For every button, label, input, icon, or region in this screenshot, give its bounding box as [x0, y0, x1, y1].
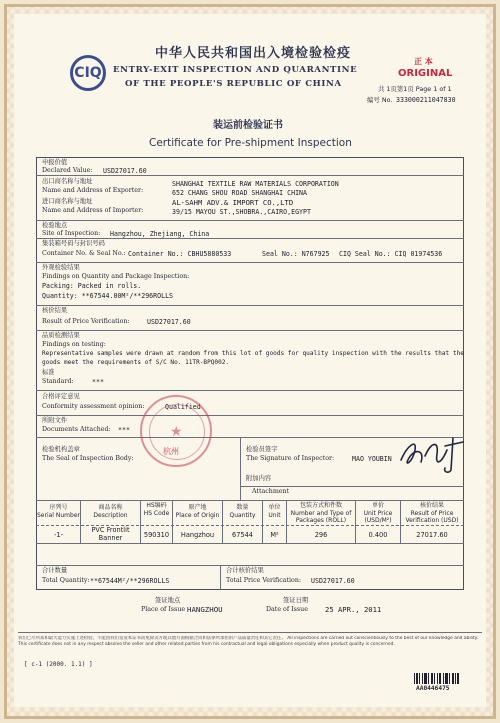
table-header-packages: 包装方式和件数 Number and Type of Packages (ROLL)	[290, 502, 352, 524]
exporter-name: SHANGHAI TEXTILE RAW MATERIALS CORPORATION	[172, 180, 339, 188]
seal-body-label-cn: 检验机构盖章	[42, 446, 80, 453]
site-label-en: Site of Inspection:	[42, 230, 101, 237]
divider	[36, 175, 464, 176]
testing-text-line-2: goods meet the requirements of S/C No. 11TR-BPQ002.	[42, 359, 230, 366]
date-of-issue-label-en: Date of Issue	[266, 606, 308, 613]
table-header-unit: 单位 Unit	[268, 504, 281, 519]
testing-text-line-1: Representative samples were drawn at random from this lot of goods for quality inspection with the results that the	[42, 350, 464, 357]
declared-value-label-cn: 申报价值	[42, 159, 68, 166]
findings-qp-label-cn: 外观检验结果	[42, 264, 80, 271]
findings-qp-label-en: Findings on Quantity and Package Inspection:	[42, 273, 190, 280]
divider	[240, 486, 464, 487]
inspector-label-cn: 检验员签字	[246, 446, 278, 453]
documents-label-en: Documents Attached:	[42, 426, 111, 433]
original-label-en: ORIGINAL	[398, 68, 453, 79]
total-price-value: USD27017.60	[311, 577, 355, 585]
price-label-cn: 核价结果	[42, 307, 68, 314]
site-value: Hangzhou, Zhejiang, China	[110, 230, 210, 238]
divider	[36, 543, 464, 544]
exporter-label-cn: 出口商名称与地址	[42, 178, 93, 185]
importer-label-cn: 进口商名称与地址	[42, 198, 93, 205]
conformity-label-en: Conformity assessment opinion:	[42, 403, 145, 410]
table-header-quantity: 数量 Quantity	[229, 504, 256, 519]
seal-number: Seal No.: N767925	[262, 250, 330, 258]
divider	[220, 565, 221, 590]
page-info: 共 1页第1页 Page 1 of 1	[378, 85, 452, 93]
ciq-seal-number: CIQ Seal No.: CIQ 01974536	[339, 250, 443, 258]
authority-title-en-1: ENTRY-EXIT INSPECTION AND QUARANTINE	[113, 65, 358, 75]
table-header-origin: 原产地 Place of Origin	[175, 504, 220, 519]
total-quantity-label-cn: 合计数量	[42, 567, 68, 574]
barcode	[414, 673, 460, 684]
total-price-label-en: Total Price Verification:	[226, 577, 302, 584]
divider	[36, 262, 464, 263]
stamp-text: 杭州	[163, 447, 179, 456]
document-title-cn: 装运前检验证书	[213, 120, 283, 131]
footer-disclaimer-en: All inspections are carried out conscientiously to the best of our knowledge and ability. This certificate does not in any respect absolve the seller and other related parties from his contractual and legal obligations especially when product quality is concerned.	[18, 636, 479, 647]
table-cell-description: PVC Frontlit Banner	[91, 526, 130, 542]
divider	[36, 415, 464, 416]
ciq-logo-text: CIQ	[74, 65, 102, 81]
importer-label-en: Name and Address of Importer:	[42, 207, 144, 214]
testing-label-en: Findings on testing:	[42, 341, 106, 348]
quantity-value: Quantity: **67544.00M²/**296ROLLS	[42, 292, 174, 300]
inspector-name: MAO YOUBIN	[352, 455, 392, 463]
table-cell-serial: -1-	[54, 531, 63, 539]
attachment-label-en: Attachment	[252, 488, 290, 495]
table-header-description: 商品名称 Description	[93, 504, 128, 519]
date-of-issue-value: 25 APR., 2011	[325, 605, 382, 614]
table-cell-unit-price: 0.400	[368, 531, 388, 539]
container-label-en: Container No. & Seal No.:	[42, 250, 126, 257]
table-header-price-verification: 核价结果 Result of Price Verification (USD)	[405, 502, 459, 524]
testing-label-cn: 品质检测结果	[42, 332, 80, 339]
container-number: Container No.: CBHU5880533	[128, 250, 232, 258]
authority-title-en-2: OF THE PEOPLE'S REPUBLIC OF CHINA	[125, 79, 342, 89]
place-of-issue-value: HANGZHOU	[187, 605, 223, 614]
importer-name: AL-SAHM ADV.& IMPORT CO.,LTD	[172, 198, 294, 207]
place-of-issue-label-en: Place of Issue	[141, 606, 186, 613]
divider	[240, 437, 241, 500]
price-label-en: Result of Price Verification:	[42, 318, 130, 325]
date-of-issue-label-cn: 签证日期	[283, 597, 309, 604]
footer-divider	[18, 632, 482, 633]
divider	[36, 565, 464, 566]
table-header-hs-code: HS编码 HS Code	[143, 502, 170, 517]
exporter-label-en: Name and Address of Exporter:	[42, 187, 144, 194]
document-title-en: Certificate for Pre-shipment Inspection	[149, 137, 352, 149]
declared-value-label-en: Declared Value:	[42, 167, 93, 174]
place-of-issue-label-cn: 签证地点	[155, 597, 181, 604]
importer-address: 39/15 MAYOU ST.,SHOBRA.,CAIRO,EGYPT	[172, 208, 311, 216]
standard-label-cn: 标准	[42, 369, 55, 376]
table-cell-quantity: 67544	[232, 531, 253, 539]
table-cell-hs-code: 590310	[143, 531, 170, 539]
conformity-value: Qualified	[165, 403, 201, 411]
certificate-serial: AA0446475	[416, 685, 450, 692]
divider	[36, 390, 464, 391]
ciq-logo	[70, 55, 106, 91]
attachment-label-cn: 附加内容	[246, 475, 272, 482]
form-code: [ c-1 (2000. 1.1) ]	[24, 661, 93, 668]
total-quantity-value: **67544M²/**296ROLLS	[90, 577, 170, 585]
price-value: USD27017.60	[147, 318, 191, 326]
inspection-body-stamp	[140, 395, 212, 467]
inspector-label-en: The Signature of Inspector:	[246, 455, 335, 462]
documents-value: ***	[118, 426, 130, 434]
standard-value: ***	[92, 378, 104, 386]
certificate-no-label: 编号 No.	[367, 96, 393, 104]
conformity-label-cn: 合格评定意见	[42, 393, 80, 400]
divider	[36, 305, 464, 306]
total-price-label-cn: 合计核价结果	[226, 567, 264, 574]
footer-disclaimer	[18, 636, 482, 658]
authority-title-cn: 中华人民共和国出入境检验检疫	[155, 46, 352, 61]
total-quantity-label-en: Total Quantity:	[42, 577, 90, 584]
inspector-signature	[395, 428, 470, 478]
table-cell-packages: 296	[314, 531, 328, 539]
standard-label-en: Standard:	[42, 378, 74, 385]
site-label-cn: 检验地点	[42, 222, 68, 229]
certificate-no-value: 333000211047830	[396, 96, 456, 104]
seal-body-label-en: The Seal of Inspection Body:	[42, 455, 134, 462]
packing-value: Packing: Packed in rolls.	[42, 282, 142, 290]
documents-label-cn: 所附文件	[42, 417, 68, 424]
divider	[36, 238, 464, 239]
divider	[36, 330, 464, 331]
footer-disclaimer-cn: 我们已尽所知和最大能力实施上述检验，不能因我们签发本证书而免除卖方或其他方面根据合同和法律所承担的产品质量责任和其它责任。	[18, 636, 286, 641]
original-label-cn: 正 本	[414, 57, 433, 66]
table-header-serial: 序列号 Serial Number	[37, 504, 80, 519]
exporter-address: 652 CHANG SHOU ROAD SHANGHAI CHINA	[172, 189, 307, 197]
divider	[36, 220, 464, 221]
declared-value: USD27017.60	[103, 167, 147, 175]
table-header-unit-price: 单价 Unit Price (USD/M²)	[363, 502, 393, 524]
table-cell-origin: Hangzhou	[180, 531, 215, 539]
container-label-cn: 集装箱号码与封识号码	[42, 240, 105, 247]
table-cell-unit: M²	[270, 531, 279, 539]
table-cell-price-verification: 27017.60	[416, 531, 448, 539]
stamp-star-icon: ★	[170, 424, 183, 440]
